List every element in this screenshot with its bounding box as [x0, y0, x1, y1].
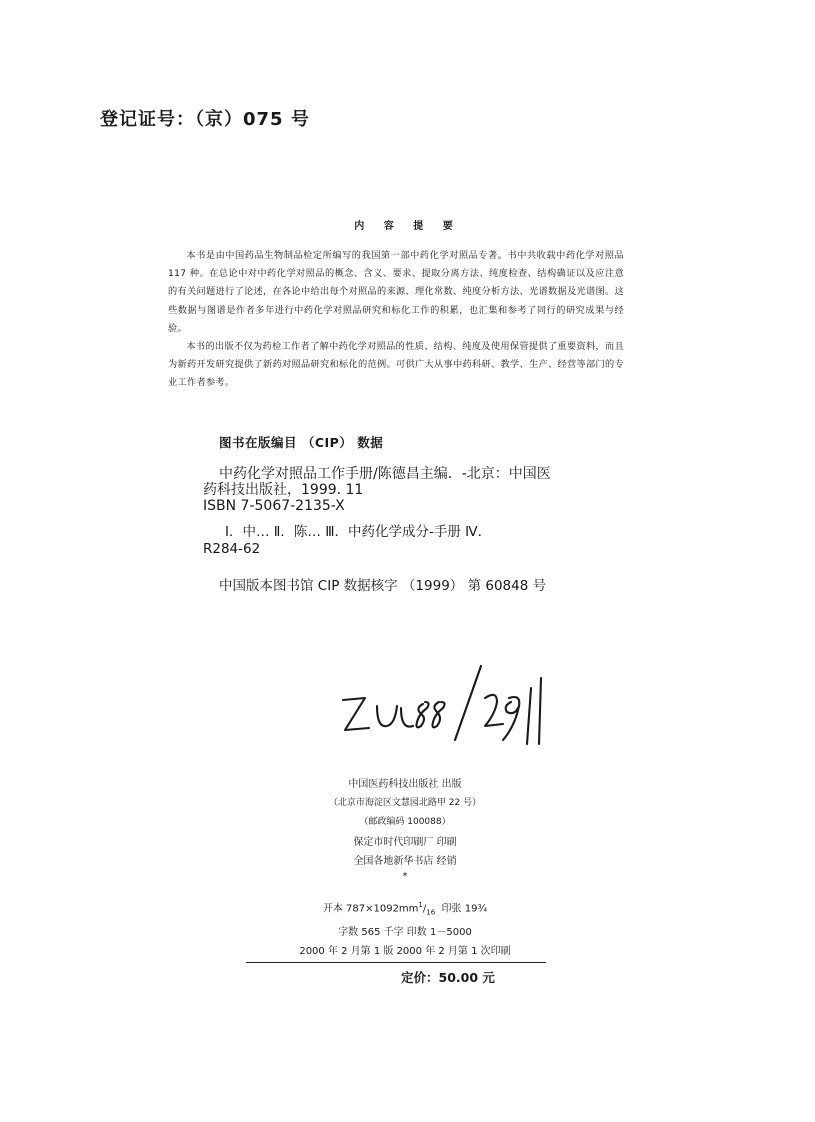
- format-size: 开本 787×1092mm: [322, 903, 419, 915]
- format-line: 开本 $787\times 1092mm^1/_{16}$ 印张 19¾: [322, 901, 488, 917]
- summary-heading: 内 容 提 要: [354, 221, 461, 232]
- cip-title-line-continued: 药科技出版社，1999. 11: [203, 482, 364, 498]
- divider-rule: [246, 962, 546, 963]
- cip-heading: 图书在版编目 （CIP） 数据: [219, 435, 384, 450]
- format-sheets: 印张 19¾: [441, 903, 488, 915]
- cip-classification: [203, 524, 623, 558]
- cip-class-number: R284-62: [203, 541, 261, 557]
- cip-record: [203, 466, 603, 514]
- format-sup: 1: [418, 901, 423, 909]
- distributor-line: 全国各地新华书店 经销: [353, 855, 457, 867]
- handwritten-signature: [335, 658, 550, 750]
- publisher-postcode: （邮政编码 100088）: [359, 817, 451, 828]
- cip-check-number: 中国版本图书馆 CIP 数据核字 （1999） 第 60848 号: [219, 578, 547, 594]
- printer-line: 保定市时代印刷厂 印刷: [353, 836, 457, 848]
- cip-title-line: 中药化学对照品工作手册/陈德昌主编．-北京：中国医: [219, 466, 551, 482]
- summary-body: [168, 247, 624, 393]
- summary-paragraph-2: 本书的出版不仅为药检工作者了解中药化学对照品的性质、结构、纯度及使用保管提供了重要资料，而且为新药开发研究提供了新药对照品研究和标化的范例。可供广大从事中药科研、教学、生产、经营等部门的专业工作者参考。: [168, 341, 624, 389]
- price: 定价：50.00 元: [401, 970, 495, 985]
- registration-number: 登记证号：（京）075 号: [100, 109, 310, 130]
- publisher-name: 中国医药科技出版社 出版: [348, 779, 462, 790]
- publisher-address: （北京市海淀区文慧园北路甲 22 号）: [328, 798, 482, 809]
- publication-info: [240, 775, 570, 883]
- words-line: 字数 565 千字 印数 1－5000: [338, 926, 472, 938]
- separator-asterisk: *: [402, 871, 408, 883]
- book-specs: [250, 896, 560, 962]
- edition-line: 2000 年 2 月第 1 版 2000 年 2 月第 1 次印刷: [299, 946, 511, 958]
- summary-paragraph-1: 本书是由中国药品生物制品检定所编写的我国第一部中药化学对照品专著。书中共收载中药化学对照品 117 种。在总论中对中药化学对照品的概念、含义、要求、提取分离方法、纯度检查、结构确证以及应注意的有关问题进行了论述，在各论中给出每个对照品的来源、理化常数、纯度分析方法、光谱数据及光谱图。这些数据与图谱是作者多年进行中药化学对照品研究和标化工作的积累，也汇集和参考了同行的研究成果与经验。: [168, 250, 624, 334]
- cip-class-line: Ⅰ．中… Ⅱ．陈… Ⅲ．中药化学成分-手册 Ⅳ．: [225, 524, 492, 540]
- format-sub: 16: [426, 908, 436, 917]
- cip-isbn: ISBN 7-5067-2135-X: [203, 498, 345, 514]
